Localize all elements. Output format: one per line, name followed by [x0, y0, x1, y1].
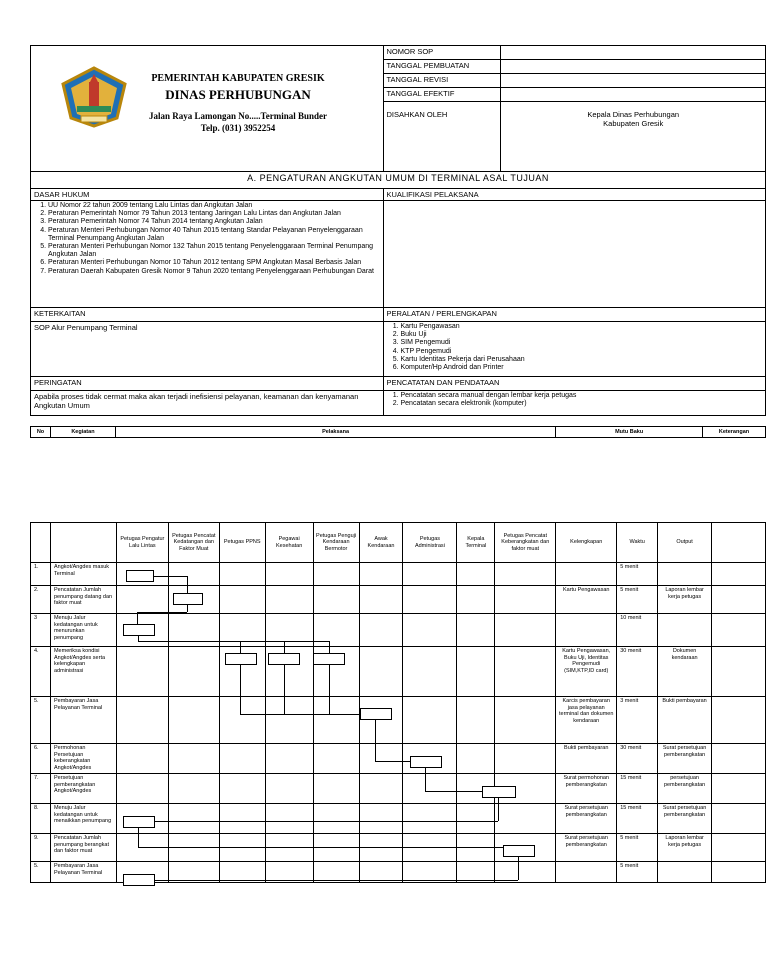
flow-cell	[265, 697, 313, 744]
role-pegawai-kesehatan: Pegawai Kesehatan	[265, 523, 313, 563]
flow-cell	[359, 647, 403, 697]
flow-cell	[403, 804, 457, 834]
flow-row-kegiatan: Menuju Jalur kedatangan untuk menurunkan penumpang	[50, 614, 116, 647]
bar-pelaksana: Pelaksana	[115, 427, 555, 438]
pencatatan-item: 1. Pencatatan secara manual dengan lembar kerja petugas	[401, 392, 763, 400]
connector-2	[187, 604, 188, 612]
flow-cell	[265, 586, 313, 614]
flow-cell	[168, 744, 219, 774]
process-box-10	[123, 874, 155, 886]
connector-8	[138, 827, 139, 847]
flow-row	[31, 744, 766, 774]
flow-cell	[313, 563, 359, 586]
flow-cell	[403, 647, 457, 697]
flow-row-waktu: 30 menit	[617, 744, 658, 774]
dasar-hukum-item: 7. Peraturan Daerah Kabupaten Gresik Nomor 9 Tahun 2020 tentang Penyelenggaraan Perhubungan Darat	[48, 268, 380, 276]
flow-row-kelengkapan	[556, 862, 617, 883]
flow-cell	[403, 586, 457, 614]
flow-cell	[116, 697, 168, 744]
bar-kegiatan: Kegiatan	[50, 427, 115, 438]
org-header	[31, 46, 384, 172]
flow-row-kegiatan: Pembayaran Jasa Pelayanan Terminal	[50, 697, 116, 744]
flow-cell	[457, 647, 495, 697]
dasar-hukum-item: 3. Peraturan Pemerintah Nomor 74 Tahun 2014 tentang Angkutan Jalan	[48, 218, 380, 226]
flow-cell	[495, 647, 556, 697]
flow-row-keterangan	[712, 774, 766, 804]
kualifikasi-value	[383, 201, 766, 308]
connector-3d	[284, 641, 285, 653]
flow-cell	[403, 774, 457, 804]
field-label-tanggal-pembuatan: TANGGAL PEMBUATAN	[383, 60, 501, 74]
connector-3c	[240, 641, 241, 653]
field-label-tanggal-efektif: TANGGAL EFEKTIF	[383, 88, 501, 102]
flow-cell	[495, 697, 556, 744]
org-line-2: DINAS PERHUBUNGAN	[165, 87, 311, 102]
pencatatan-label: PENCATATAN DAN PENDATAAN	[383, 377, 766, 391]
flow-cell	[359, 586, 403, 614]
dasar-hukum-item: 5. Peraturan Menteri Perhubungan Nomor 132 Tahun 2015 tentang Penyelenggaraan Terminal Penumpang Angkutan Jalan	[48, 243, 380, 259]
peringatan-value: Apabila proses tidak cermat maka akan terjadi inefisiensi pelayanan, keamanan dan kenyamanan Angkutan Umum	[31, 391, 384, 416]
org-phone: Telp. (031) 3952254	[200, 123, 276, 133]
flow-row-keterangan	[712, 804, 766, 834]
connector-3b	[138, 641, 329, 642]
connector-4b	[284, 664, 285, 714]
disahkan-value-line-1: Kepala Dinas Perhubungan	[587, 110, 680, 119]
flow-row-keterangan	[712, 744, 766, 774]
connector-1b	[187, 576, 188, 593]
flow-cell	[168, 774, 219, 804]
flow-row-no: 8.	[31, 804, 51, 834]
flow-cell	[403, 563, 457, 586]
flow-cell	[457, 697, 495, 744]
peralatan-item: 6. Komputer/Hp Android dan Printer	[401, 364, 763, 372]
bar-keterangan: Keterangan	[703, 427, 766, 438]
flowchart-header-row	[31, 523, 766, 563]
peralatan-items	[387, 323, 763, 372]
flow-cell	[168, 647, 219, 697]
pencatatan-list	[383, 391, 766, 416]
flow-row-output: Laporan lembar kerja petugas	[658, 834, 712, 862]
flow-row-output: persetujuan pemberangkatan	[658, 774, 712, 804]
peralatan-item: 5. Kartu Identitas Pekerja dari Perusahaan	[401, 356, 763, 364]
flow-row-kelengkapan: Surat permohonan pemberangkatan	[556, 774, 617, 804]
flow-cell	[313, 744, 359, 774]
dasar-hukum-item: 1. UU Nomor 22 tahun 2009 tentang Lalu Lintas dan Angkutan Jalan	[48, 202, 380, 210]
flow-cell	[359, 563, 403, 586]
flow-row-keterangan	[712, 563, 766, 586]
connector-2b	[137, 612, 187, 613]
flow-row-kelengkapan: Karcis pembayaran jasa pelayanan terminal dan dokumen kendaraan	[556, 697, 617, 744]
dasar-hukum-item: 4. Peraturan Menteri Perhubungan Nomor 40 Tahun 2015 tentang Standar Pelayanan Penyelenggaraan Terminal Penumpang Angkutan Jalan	[48, 227, 380, 243]
flow-row-no: 5.	[31, 862, 51, 883]
connector-9b	[153, 880, 518, 881]
role-pencatat-kedatangan: Petugas Pencatat Kedatangan dan Faktor Muat	[168, 523, 219, 563]
process-box-8	[123, 816, 155, 828]
flow-row-no: 4.	[31, 647, 51, 697]
peralatan-list	[383, 322, 766, 377]
flow-cell	[219, 804, 265, 834]
flow-cell	[313, 774, 359, 804]
flow-row-keterangan	[712, 697, 766, 744]
flow-cell	[116, 586, 168, 614]
process-box-5	[360, 708, 392, 720]
flow-row-kegiatan: Angkot/Angdes masuk Terminal	[50, 563, 116, 586]
dasar-hukum-label: DASAR HUKUM	[31, 189, 384, 201]
flow-row-output: Surat persetujuan pemberangkatan	[658, 804, 712, 834]
connector-7	[498, 797, 499, 821]
flow-row-waktu: 3 menit	[617, 697, 658, 744]
flow-row-kegiatan: Permohonan Persetujuan keberangkatan Angkot/Angdes	[50, 744, 116, 774]
org-line-1: PEMERINTAH KABUPATEN GRESIK	[151, 73, 325, 84]
flow-row-no: 9.	[31, 834, 51, 862]
flow-head-no	[31, 523, 51, 563]
flow-cell	[457, 744, 495, 774]
flow-head-kegiatan	[50, 523, 116, 563]
flow-row-output: Laporan lembar kerja petugas	[658, 586, 712, 614]
flow-cell	[219, 774, 265, 804]
flow-cell	[457, 586, 495, 614]
flow-row-waktu: 5 menit	[617, 563, 658, 586]
process-box-3	[123, 624, 155, 636]
flow-row-output: Surat persetujuan pemberangkatan	[658, 744, 712, 774]
flow-row	[31, 697, 766, 744]
flow-cell	[116, 744, 168, 774]
flow-cell	[313, 804, 359, 834]
flow-cell	[359, 744, 403, 774]
flow-cell	[265, 804, 313, 834]
flow-row-keterangan	[712, 614, 766, 647]
keterkaitan-value: SOP Alur Penumpang Terminal	[31, 322, 384, 377]
flow-cell	[265, 744, 313, 774]
flow-row-no: 5.	[31, 697, 51, 744]
flow-row-kegiatan: Menuju Jalur kedatangan untuk menaikkan penumpang	[50, 804, 116, 834]
flow-row-kegiatan: Persetujuan pemberangkatan Angkot/Angdes	[50, 774, 116, 804]
flow-cell	[403, 614, 457, 647]
col-waktu: Waktu	[617, 523, 658, 563]
col-keterangan	[712, 523, 766, 563]
flow-row-output: Dokumen kendaraan	[658, 647, 712, 697]
flow-cell	[168, 563, 219, 586]
dasar-hukum-item: 2. Peraturan Pemerintah Nomor 79 Tahun 2013 tentang Jaringan Lalu Lintas dan Angkutan Jalan	[48, 210, 380, 218]
flow-row-keterangan	[712, 647, 766, 697]
flow-cell	[116, 647, 168, 697]
flow-row-no: 3	[31, 614, 51, 647]
flow-row-keterangan	[712, 834, 766, 862]
flow-row	[31, 647, 766, 697]
disahkan-label: DISAHKAN OLEH	[383, 102, 501, 172]
flow-row-output: Bukti pembayaran	[658, 697, 712, 744]
flow-row-no: 7.	[31, 774, 51, 804]
connector-1	[153, 576, 187, 577]
flow-cell	[265, 774, 313, 804]
pencatatan-items	[387, 392, 763, 408]
flow-cell	[168, 804, 219, 834]
flow-cell	[457, 614, 495, 647]
flow-row-waktu: 5 menit	[617, 862, 658, 883]
role-kepala-terminal: Kepala Terminal	[457, 523, 495, 563]
flow-cell	[495, 804, 556, 834]
field-label-tanggal-revisi: TANGGAL REVISI	[383, 74, 501, 88]
field-value-tanggal-revisi	[501, 74, 766, 88]
flow-cell	[219, 744, 265, 774]
flow-cell	[116, 774, 168, 804]
bar-no: No	[31, 427, 51, 438]
dasar-hukum-list	[31, 201, 384, 308]
col-kelengkapan: Kelengkapan	[556, 523, 617, 563]
col-output: Output	[658, 523, 712, 563]
flow-cell	[457, 563, 495, 586]
flow-row-kegiatan: Memeriksa kondisi Angkot/Angdes serta kelengkapan administrasi	[50, 647, 116, 697]
peralatan-item: 1. Kartu Pengawasan	[401, 323, 763, 331]
flow-row-kelengkapan	[556, 563, 617, 586]
pelaksana-header-bar	[30, 426, 766, 438]
flow-cell	[219, 586, 265, 614]
field-value-tanggal-efektif	[501, 88, 766, 102]
field-label-nomor-sop: NOMOR SOP	[383, 46, 501, 60]
disahkan-value	[501, 102, 766, 172]
connector-4d	[240, 714, 360, 715]
process-box-2	[173, 593, 203, 605]
connector-5	[375, 719, 376, 761]
role-petugas-administrasi: Petugas Administrasi	[403, 523, 457, 563]
flow-cell	[219, 697, 265, 744]
sop-header-table	[30, 45, 766, 416]
flow-row	[31, 774, 766, 804]
flow-cell	[495, 614, 556, 647]
flow-row-kelengkapan: Bukti pembayaran	[556, 744, 617, 774]
peralatan-item: 2. Buku Uji	[401, 331, 763, 339]
org-address: Jalan Raya Lamongan No.....Terminal Bunder	[149, 111, 327, 121]
flow-row-waktu: 30 menit	[617, 647, 658, 697]
disahkan-value-line-2: Kabupaten Gresik	[603, 119, 664, 128]
flow-cell	[495, 744, 556, 774]
flow-cell	[219, 563, 265, 586]
flow-row-kelengkapan: Surat persetujuan pemberangkatan	[556, 804, 617, 834]
flow-row-waktu: 15 menit	[617, 774, 658, 804]
flow-row-waktu: 5 menit	[617, 586, 658, 614]
connector-2c	[137, 612, 138, 624]
flow-row	[31, 586, 766, 614]
flow-row-keterangan	[712, 862, 766, 883]
sop-title: A. PENGATURAN ANGKUTAN UMUM DI TERMINAL ASAL TUJUAN	[31, 172, 766, 189]
flow-cell	[403, 697, 457, 744]
connector-9	[518, 856, 519, 880]
connector-7b	[153, 821, 498, 822]
flow-cell	[359, 697, 403, 744]
flow-row-waktu: 15 menit	[617, 804, 658, 834]
pencatatan-item: 2. Pencatatan secara elektronik (komputer)	[401, 400, 763, 408]
flow-cell	[359, 804, 403, 834]
flow-row-kelengkapan: Surat persetujuan pemberangkatan	[556, 834, 617, 862]
connector-8b	[138, 847, 503, 848]
dasar-hukum-item: 6. Peraturan Menteri Perhubungan Nomor 10 Tahun 2012 tentang SPM Angkutan Masal Berbasis Jalan	[48, 259, 380, 267]
field-value-nomor-sop	[501, 46, 766, 60]
role-ppns: Petugas PPNS	[219, 523, 265, 563]
flow-row-output	[658, 563, 712, 586]
flow-row-output	[658, 614, 712, 647]
bar-mutu-baku: Mutu Baku	[556, 427, 703, 438]
flow-row-no: 1.	[31, 563, 51, 586]
flow-row-waktu: 5 menit	[617, 834, 658, 862]
flow-row-output	[658, 862, 712, 883]
flow-cell	[313, 697, 359, 744]
flow-row-no: 2.	[31, 586, 51, 614]
flow-row-waktu: 10 menit	[617, 614, 658, 647]
kualifikasi-label: KUALIFIKASI PELAKSANA	[383, 189, 766, 201]
process-box-4a	[225, 653, 257, 665]
connector-5b	[375, 761, 410, 762]
connector-6	[425, 767, 426, 791]
process-box-9	[503, 845, 535, 857]
peringatan-label: PERINGATAN	[31, 377, 384, 391]
dasar-hukum-items	[34, 202, 380, 276]
connector-4c	[329, 664, 330, 714]
flow-row-kelengkapan	[556, 614, 617, 647]
flow-cell	[495, 586, 556, 614]
process-box-6	[410, 756, 442, 768]
flow-cell	[457, 804, 495, 834]
flow-row-no: 6.	[31, 744, 51, 774]
connector-4a	[240, 664, 241, 714]
process-box-1	[126, 570, 154, 582]
role-pengatur-lalu-lintas: Petugas Pengatur Lalu Lintas	[116, 523, 168, 563]
flow-cell	[313, 586, 359, 614]
peralatan-item: 4. KTP Pengemudi	[401, 348, 763, 356]
flow-row-kegiatan: Pencatatan Jumlah penumpang datang dan faktor muat	[50, 586, 116, 614]
role-pencatat-keberangkatan: Petugas Pencatat Keberangkatan dan faktor muat	[495, 523, 556, 563]
flow-row-kegiatan: Pembayaran Jasa Pelayanan Terminal	[50, 862, 116, 883]
flow-cell	[495, 563, 556, 586]
role-awak-kendaraan: Awak Kendaraan	[359, 523, 403, 563]
role-penguji-kendaraan: Petugas Penguji Kendaraan Bermotor	[313, 523, 359, 563]
peralatan-item: 3. SIM Pengemudi	[401, 339, 763, 347]
keterkaitan-label: KETERKAITAN	[31, 308, 384, 322]
process-box-7	[482, 786, 516, 798]
flow-row-kelengkapan: Kartu Pengawasan	[556, 586, 617, 614]
flow-row-kegiatan: Pencatatan Jumlah penumpang berangkat dan faktor muat	[50, 834, 116, 862]
connector-6b	[425, 791, 482, 792]
flow-cell	[265, 563, 313, 586]
field-value-tanggal-pembuatan	[501, 60, 766, 74]
flow-cell	[359, 614, 403, 647]
flow-row-keterangan	[712, 586, 766, 614]
flow-cell	[168, 697, 219, 744]
flow-row-kelengkapan: Kartu Pengawasan, Buku Uji, Identitas Pengemudi (SIM,KTP,ID card)	[556, 647, 617, 697]
connector-3e	[329, 641, 330, 653]
peralatan-label: PERALATAN / PERLENGKAPAN	[383, 308, 766, 322]
flow-cell	[359, 774, 403, 804]
